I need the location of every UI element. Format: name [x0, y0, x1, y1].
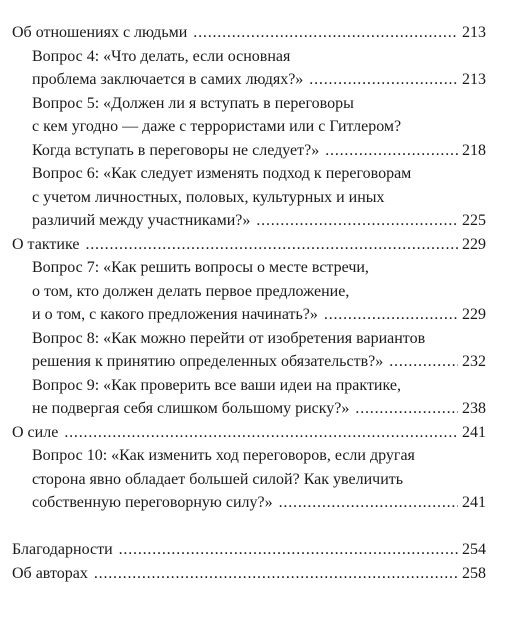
dot-leader: [309, 68, 458, 92]
toc-page-number: 213: [462, 71, 486, 88]
toc-entry-line: о том, кто должен делать первое предложение,: [32, 282, 350, 300]
toc-page-number: 229: [462, 235, 486, 253]
toc-page-number: 218: [462, 141, 486, 159]
toc-entry-line: Вопрос 6: «Как следует изменять подход к переговорам: [32, 165, 412, 182]
dot-leader: [389, 350, 458, 374]
toc-entry-line: с учетом личностных, половых, культурных и иных: [32, 188, 385, 206]
toc-page-number: 213: [462, 24, 486, 41]
toc-entry-leader-line: [12, 538, 486, 562]
toc-entry-leader-line: [32, 303, 486, 327]
toc-entry-line: Вопрос 4: «Что делать, если основная: [32, 47, 291, 65]
dot-leader: [85, 233, 458, 257]
table-of-contents: [12, 21, 486, 585]
toc-entry-title: Благодарности: [12, 541, 113, 558]
toc-entry-line: Вопрос 9: «Как проверить все ваши идеи на практике,: [32, 376, 401, 394]
toc-entry-title: Когда вступать в переговоры не следует?»: [32, 141, 320, 159]
toc-entry-leader-line: [12, 233, 486, 257]
toc-entry-title: О тактике: [12, 235, 80, 253]
toc-subentry[interactable]: [12, 162, 486, 233]
toc-subentry[interactable]: [12, 374, 486, 421]
toc-entry-title: Об отношениях с людьми: [12, 24, 188, 41]
dot-leader: [324, 303, 458, 327]
dot-leader: [279, 491, 458, 515]
dot-leader: [64, 421, 458, 445]
toc-entry-leader-line: [12, 562, 486, 586]
toc-entry[interactable]: [12, 562, 486, 586]
toc-page-number: 241: [462, 423, 486, 441]
dot-leader: [94, 562, 458, 586]
toc-page-number: 225: [462, 212, 486, 229]
toc-subentry[interactable]: [12, 256, 486, 327]
dot-leader: [325, 139, 458, 163]
toc-entry-leader-line: [32, 139, 486, 163]
toc-entry-leader-line: [32, 491, 486, 515]
toc-entry-line: Вопрос 8: «Как можно перейти от изобретения вариантов: [32, 329, 426, 347]
toc-page-number: 241: [462, 494, 486, 511]
toc-entry-line: Вопрос 7: «Как решить вопросы о месте встречи,: [32, 259, 369, 276]
toc-entry[interactable]: [12, 21, 486, 45]
toc-entry[interactable]: [12, 421, 486, 445]
dot-leader: [193, 21, 458, 45]
toc-entry-title: собственную переговорную силу?»: [32, 494, 273, 511]
toc-entry-line: Вопрос 10: «Как изменить ход переговоров, если другая: [32, 447, 415, 464]
toc-entry-leader-line: [32, 397, 486, 421]
toc-entry-title: Об авторах: [12, 564, 88, 582]
toc-entry-leader-line: [12, 21, 486, 45]
toc-entry-leader-line: [32, 209, 486, 233]
dot-leader: [355, 397, 458, 421]
toc-entry-title: решения к принятию определенных обязательств?»: [32, 353, 384, 370]
toc-subentry[interactable]: [12, 45, 486, 92]
toc-entry-title: различий между участниками?»: [32, 212, 251, 229]
toc-entry-title: О силе: [12, 423, 59, 441]
toc-entry-title: проблема заключается в самих людях?»: [32, 71, 304, 88]
toc-entry-line: с кем угодно — даже с террористами или с Гитлером?: [32, 118, 402, 135]
toc-subentry[interactable]: [12, 92, 486, 163]
toc-subentry[interactable]: [12, 327, 486, 374]
toc-subentry[interactable]: [12, 444, 486, 515]
toc-entry[interactable]: [12, 233, 486, 257]
toc-entry-leader-line: [12, 421, 486, 445]
toc-page-number: 238: [462, 400, 486, 417]
toc-entry-line: Вопрос 5: «Должен ли я вступать в переговоры: [32, 94, 354, 112]
dot-leader: [119, 538, 458, 562]
toc-entry[interactable]: [12, 538, 486, 562]
toc-entry-title: и о том, с какого предложения начинать?»: [32, 306, 318, 323]
toc-entry-title: не подвергая себя слишком большому риску?»: [32, 400, 350, 417]
dot-leader: [256, 209, 458, 233]
toc-entry-leader-line: [32, 350, 486, 374]
toc-page-number: 232: [462, 353, 486, 370]
toc-entry-line: сторона явно обладает большей силой? Как увеличить: [32, 470, 404, 488]
toc-page-number: 229: [462, 306, 486, 323]
toc-page-number: 258: [462, 564, 486, 582]
toc-entry-leader-line: [32, 68, 486, 92]
toc-page-number: 254: [462, 541, 486, 558]
